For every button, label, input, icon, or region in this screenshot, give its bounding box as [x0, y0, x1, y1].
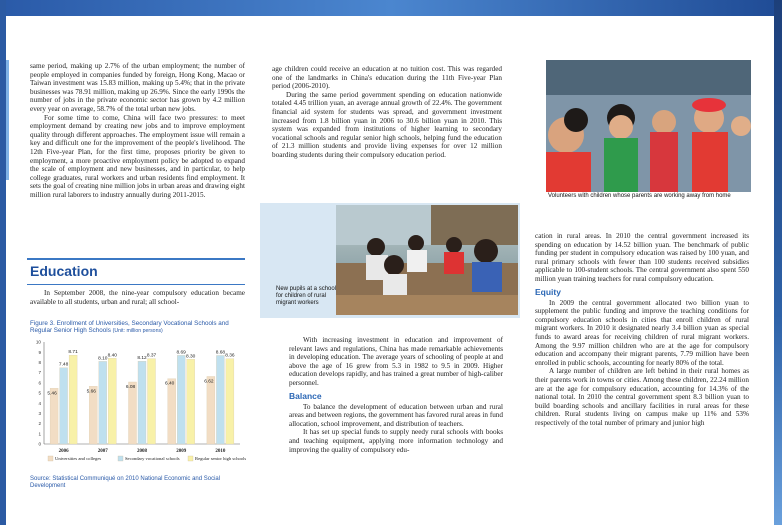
y-tick-label: 0 — [38, 441, 41, 447]
legend-swatch — [48, 456, 53, 461]
volunteers-photo-caption: Volunteers with children whose parents are working away from home — [548, 193, 731, 199]
enrollment-chart — [30, 320, 248, 520]
bar-data-label: 8.68 — [215, 350, 226, 356]
chart-title-text: Figure 3. Enrollment of Universities, Secondary Vocational Schools and Regular Senior High Schools — [30, 320, 229, 335]
bar — [148, 359, 156, 444]
legend-label: Regular senior high schools — [195, 456, 247, 461]
col1-paragraph-2: For some time to come, China will face two pressures: to meet employment demand by creating new jobs and to improve employment quality through different approaches. The employment issue will remain a key and difficult one for the improvement of the people's livelihood. The 12th Five-year Plan, for the first time, proposes priority be given to employment, a more proactive employment policy be adopted to expand the scale of employment and new businesses, and in particular, to help college graduates, rural workers and urban residents find employment. It sets the goal of creating nine million jobs in urban areas and drawing eight million rural laborers to industry annually during 2011-2015. — [30, 113, 245, 199]
y-tick-label: 5 — [38, 390, 41, 396]
bar — [99, 361, 107, 444]
bar-data-label: 8.12 — [137, 356, 147, 362]
col3-paragraph-2: In 2009 the central government allocated two billion yuan to supplement the public funding and improve the teaching conditions for compulsory education schools in cities that enroll children of rural migrant workers. In 2010 it designated nearly 3.4 billion yuan as special funds to award areas for receiving children of rural migrant workers. Among the 9.97 million children who are at the age for compulsory education and accompany their migrant parents, 7.79 million have been enrolled in public schools, accounting for nearly 80% of the total. — [535, 298, 749, 367]
bar-data-label: 7.48 — [58, 362, 69, 368]
column-2-top — [272, 65, 502, 160]
bar — [168, 379, 176, 444]
x-tick-label: 2007 — [97, 449, 108, 454]
y-tick-label: 1 — [38, 431, 41, 437]
y-tick-label: 6 — [38, 380, 41, 386]
bar — [129, 382, 137, 444]
chart-source: Source: Statistical Communiqué on 2010 National Economic and Social Development — [30, 476, 221, 490]
bar — [108, 358, 116, 444]
chart-title — [30, 320, 248, 335]
col3-paragraph-1: cation in rural areas. In 2010 the central government increased its spending on education by 14.52 billion yuan. The benchmark of public funding per student in compulsory education was raised by 100 yuan, and rural primary schools with fewer than 100 students received subsidies applicable to 100-student schools. The central government also spent 550 million yuan training teachers for rural compulsory education. — [535, 232, 749, 283]
column-2-bottom — [289, 336, 503, 454]
col1-paragraph-1: same period, making up 2.7% of the urban employment; the number of people employed in companies funded by foreign, Hong Kong, Macao or Taiwan investment was 15.83 million, making up 5.4%; that in the private businesses was 78.91 million, making up 26.9%. Since the early 1990s the number of jobs in the private economic sector has grown by 4.2 million every year on average, 58.7% of the total urban new jobs. — [30, 62, 245, 113]
bar-data-label: 8.10 — [98, 356, 108, 362]
column-3 — [535, 232, 749, 427]
bar-data-label: 8.71 — [68, 350, 78, 356]
bar — [60, 368, 68, 444]
bar-data-label: 6.40 — [165, 381, 175, 387]
legend-label: Universities and colleges — [55, 456, 102, 461]
section-heading-education: Education — [30, 263, 98, 279]
bar — [177, 355, 185, 444]
col2-paragraph-4: To balance the development of education between urban and rural areas and between regions, the government has favored rural areas in fund allocation, school improvement, and distribution of teachers. — [289, 402, 503, 428]
col1-education-intro — [30, 289, 245, 306]
col2-paragraph-1: age children could receive an education at no tuition cost. This was regarded one of the landmarks in China's education during the 11th Five-year Plan period (2006-2010). — [272, 65, 502, 91]
classroom-photo-art — [336, 205, 518, 315]
column-1 — [30, 62, 245, 200]
x-tick-label: 2006 — [58, 449, 69, 454]
y-tick-label: 2 — [38, 421, 41, 427]
volunteers-photo — [546, 60, 751, 192]
right-edge-bar — [774, 0, 782, 525]
top-band — [0, 0, 782, 16]
bar-data-label: 8.69 — [176, 350, 186, 356]
y-tick-label: 7 — [38, 370, 41, 376]
legend-swatch — [188, 456, 193, 461]
x-tick-label: 2009 — [176, 449, 187, 454]
bar-data-label: 5.66 — [86, 389, 96, 395]
col2-paragraph-3: With increasing investment in education and improvement of relevant laws and regulations, China has made remarkable achievements in developing education. The average years of schooling of people at and above the age of 16 grew from 5.3 in 1982 to 9.5 in 2009. Higher education develops rapidly, and has trained a great number of high-caliber personnel. — [289, 336, 503, 387]
bar — [69, 355, 77, 444]
legend-label: Secondary vocational schools — [125, 456, 180, 461]
bar — [86, 386, 97, 444]
subheading-balance: Balance — [289, 390, 322, 401]
section-rule-bottom — [27, 284, 245, 285]
left-edge-accent — [6, 60, 9, 180]
col1-paragraph-3: In September 2008, the nine-year compulsory education became available to all students, urban and rural; all school- — [30, 289, 245, 306]
chart-unit-note: (Unit: million persons) — [112, 328, 163, 335]
classroom-photo — [336, 205, 518, 315]
y-tick-label: 9 — [38, 349, 41, 355]
x-tick-label: 2008 — [137, 449, 147, 454]
bar-data-label: 8.36 — [225, 353, 235, 359]
subheading-equity: Equity — [535, 286, 561, 297]
bar-data-label: 8.37 — [146, 353, 157, 359]
bar-data-label: 8.40 — [107, 353, 117, 359]
bar — [226, 359, 234, 444]
bar-data-label: 6.62 — [204, 379, 214, 385]
bar — [207, 376, 215, 444]
bar-data-label: 8.30 — [186, 354, 196, 360]
y-tick-label: 4 — [38, 400, 41, 406]
col3-paragraph-3: A large number of children are left behind in their rural homes as their parents work in towns or cities. Among these children, 22.24 million are at the age for compulsory education, accounting for 14.3% of the national total. In 2010 the central government spent 8.3 billion yuan to build boarding schools and ancillary facilities in rural areas for these children. Rural students living on campus make up 11% and 53% respectively of the total number of primary and junior high — [535, 367, 749, 427]
x-tick-label: 2010 — [215, 449, 226, 454]
col2-paragraph-5: It has set up special funds to supply needy rural schools with books and teaching equipment, applying more information technology and improving the quality of compulsory edu- — [289, 428, 503, 454]
bar — [216, 355, 224, 444]
y-tick-label: 3 — [38, 411, 41, 416]
col2-paragraph-2: During the same period government spending on education nationwide totaled 4.45 trillion yuan, an average annual growth of 22.4%. The government financial aid system for students was spread, and government investment increased from 1.8 billion yuan in 2006 to 30.6 billion yuan in 2010. This system was expanded from institutions of higher learning to secondary vocational schools and regular senior high schools, helping fund the education of 21.3 million students and provide living expenses for over 12 million boarding students during their compulsory education period. — [272, 90, 502, 159]
chart-plot — [30, 338, 248, 478]
bar-data-label: 5.46 — [47, 391, 57, 397]
bar — [187, 359, 195, 444]
volunteers-photo-art — [546, 60, 751, 192]
bar — [138, 361, 146, 444]
classroom-photo-caption: New pupils at a school for children of rural migrant workers — [276, 286, 337, 306]
y-tick-label: 10 — [35, 339, 41, 345]
y-tick-label: 8 — [38, 360, 41, 365]
bar — [50, 388, 58, 444]
section-rule — [27, 258, 245, 260]
legend-swatch — [118, 456, 123, 461]
bar-data-label: 6.08 — [125, 384, 136, 390]
